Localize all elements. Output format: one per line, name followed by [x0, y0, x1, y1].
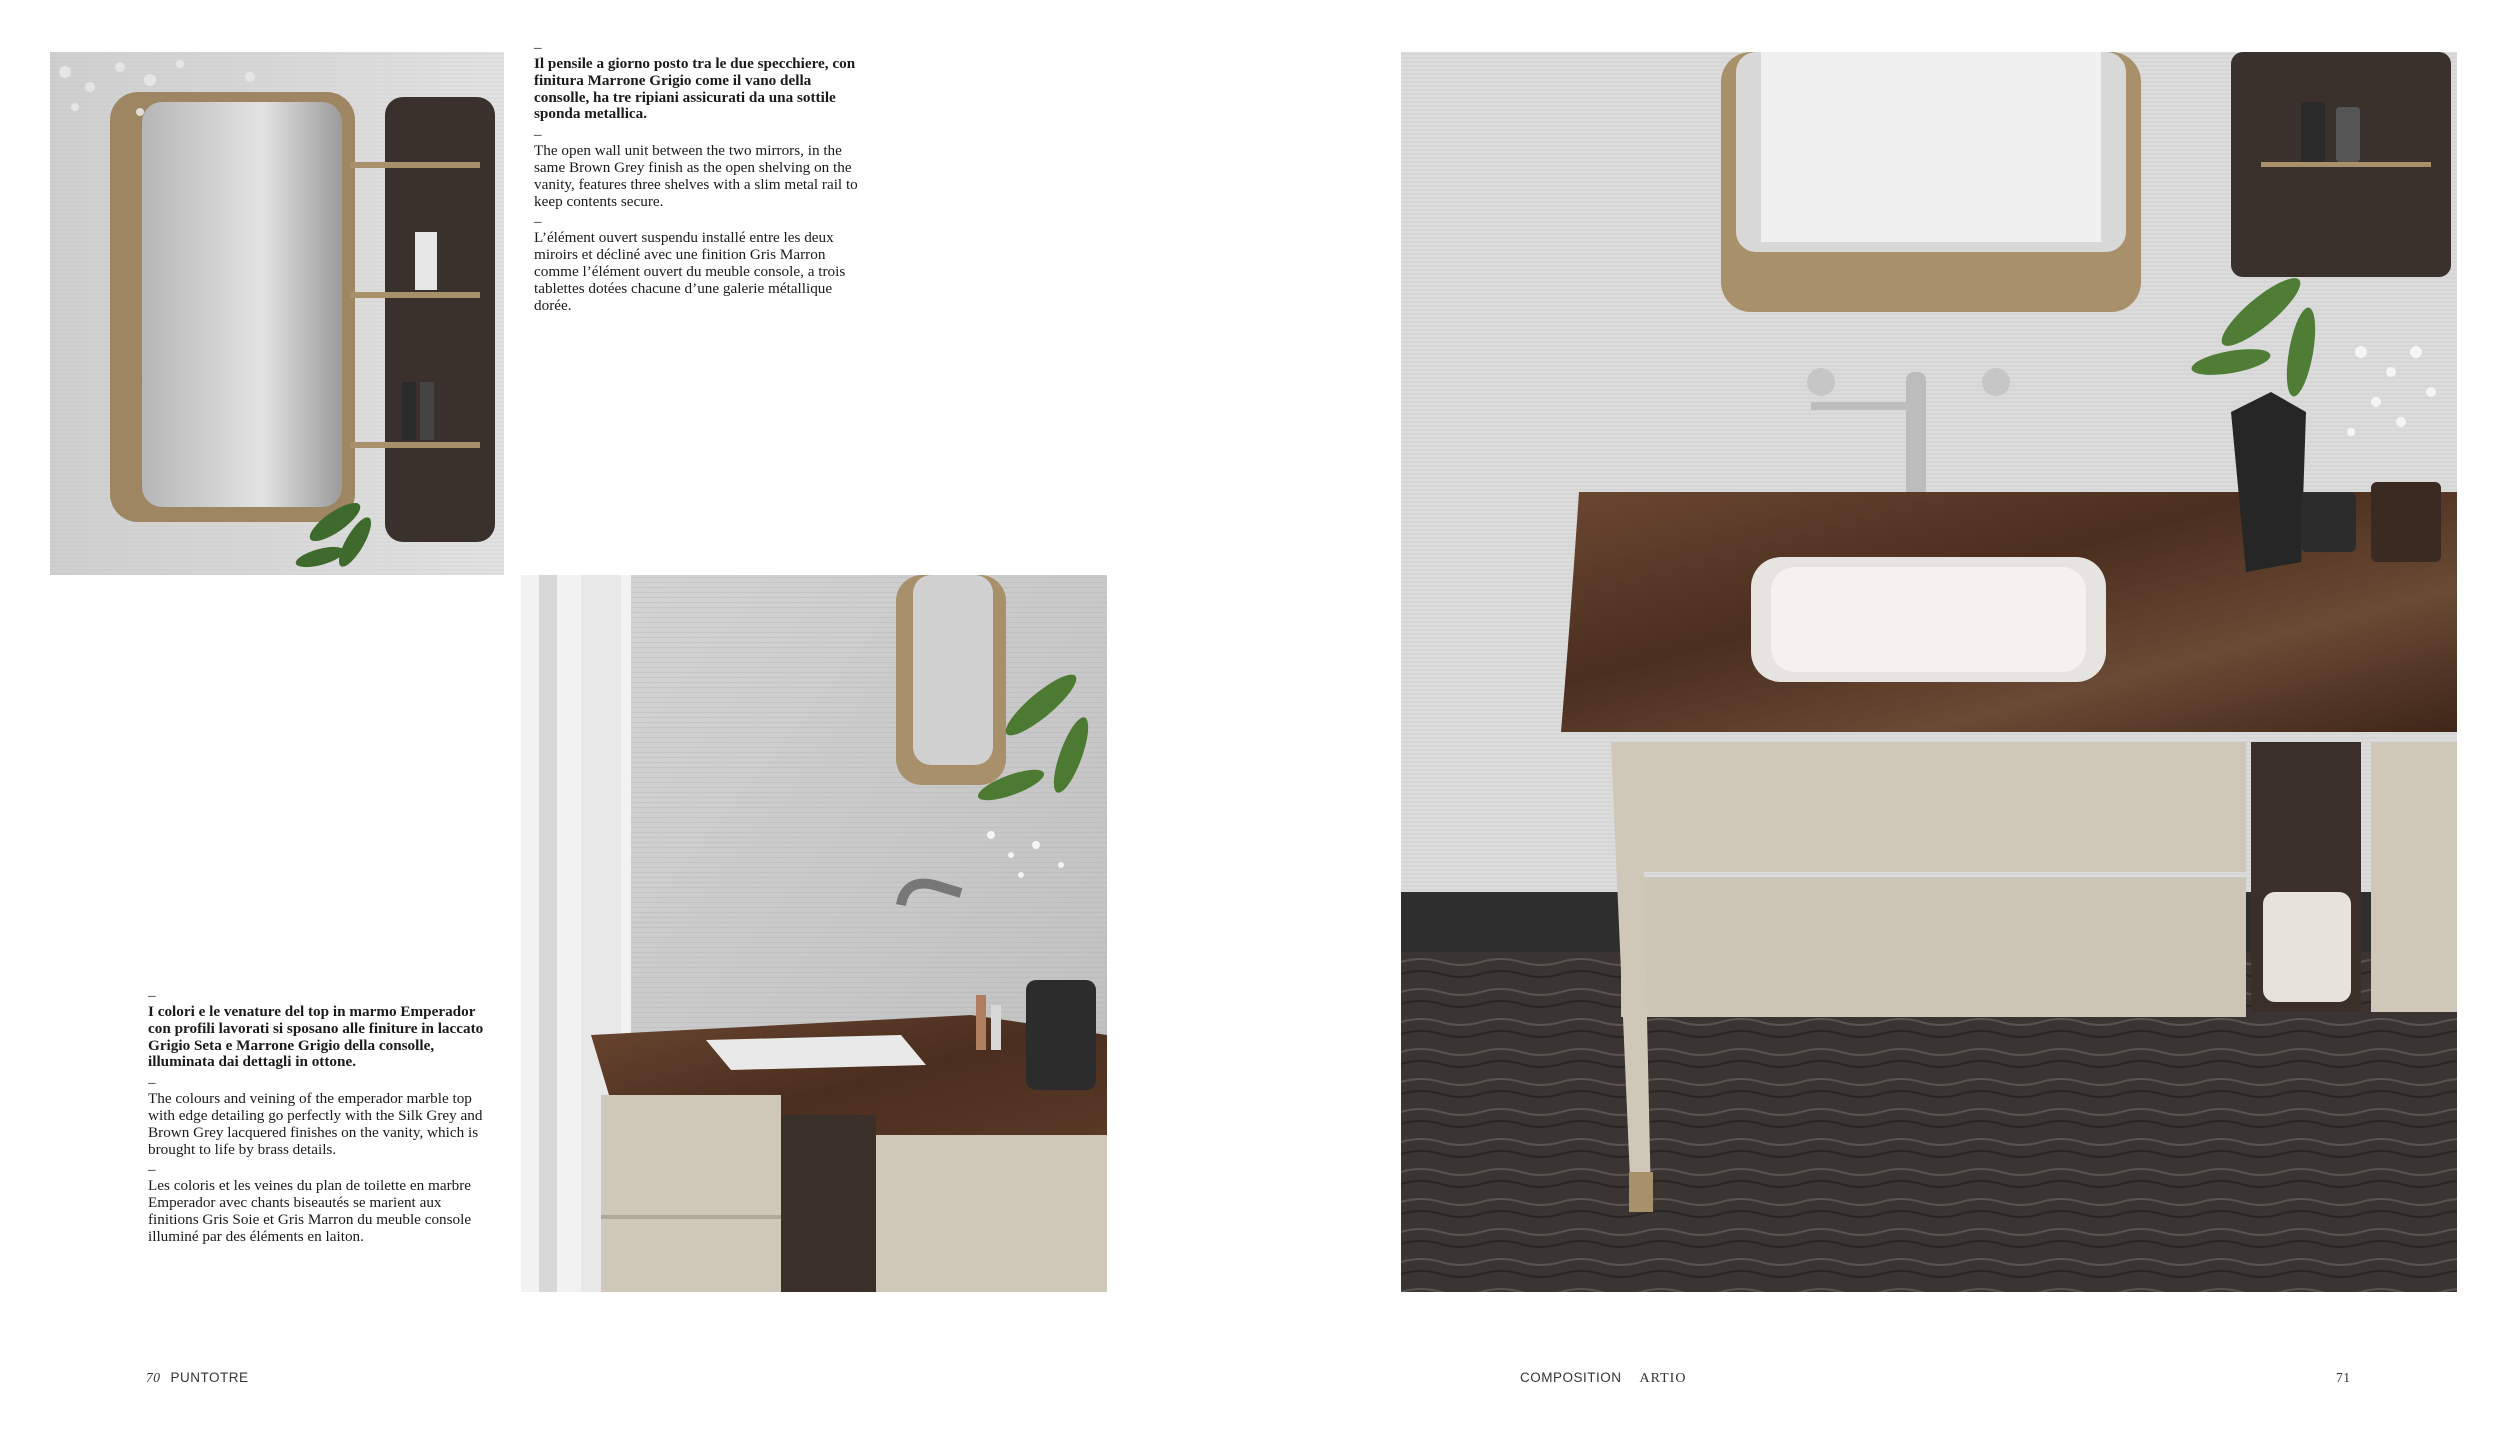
vanity-detail-photo [521, 575, 1107, 1292]
footer-center [1520, 1370, 1686, 1387]
bottom-description [148, 990, 486, 1252]
dash-separator: – [148, 1162, 156, 1179]
brand-name: PUNTOTRE [170, 1370, 249, 1385]
composition-label: COMPOSITION [1520, 1370, 1622, 1385]
top-description [534, 42, 864, 320]
artio-logo: ARTIO [1639, 1371, 1687, 1386]
description-english: The colours and veining of the emperador marble top with edge detailing go perfectly with the Silk Grey and Brown Grey lacquered finishes on the vanity, which is brought to life by brass details. [148, 1090, 483, 1158]
vanity-overview-photo [1401, 52, 2457, 1292]
footer-left [146, 1370, 249, 1386]
page-number: 71 [2336, 1370, 2351, 1385]
description-french: L’élément ouvert suspendu installé entre les deux miroirs et décliné avec une finition Gris Marron comme l’élément ouvert du meuble console, a trois tablettes dotées chacune d’une galerie métallique dorée. [534, 229, 846, 314]
bathroom-mirror-and-shelf-photo [50, 52, 504, 575]
dash-separator: – [534, 214, 542, 231]
dash-separator: – [534, 127, 542, 144]
footer-right [2336, 1370, 2351, 1386]
dash-separator: – [148, 988, 156, 1004]
description-french: Les coloris et les veines du plan de toilette en marbre Emperador avec chants biseautés se marient aux finitions Gris Soie et Gris Marron du meuble console illuminé par des éléments en laiton. [148, 1177, 472, 1245]
dash-separator: – [534, 40, 542, 56]
description-italian: I colori e le venature del top in marmo Emperador con profili lavorati si sposano alle finiture in laccato Grigio Seta e Marrone Grigio della consolle, illuminata dai dettagli in ottone. [148, 1003, 484, 1071]
description-italian: Il pensile a giorno posto tra le due specchiere, con finitura Marrone Grigio come il vano della consolle, ha tre ripiani assicurati da una sottile sponda metallica. [534, 55, 856, 123]
description-english: The open wall unit between the two mirrors, in the same Brown Grey finish as the open shelving on the vanity, features three shelves with a slim metal rail to keep contents secure. [534, 142, 858, 210]
dash-separator: – [148, 1075, 156, 1092]
page-number: 70 [146, 1370, 161, 1385]
